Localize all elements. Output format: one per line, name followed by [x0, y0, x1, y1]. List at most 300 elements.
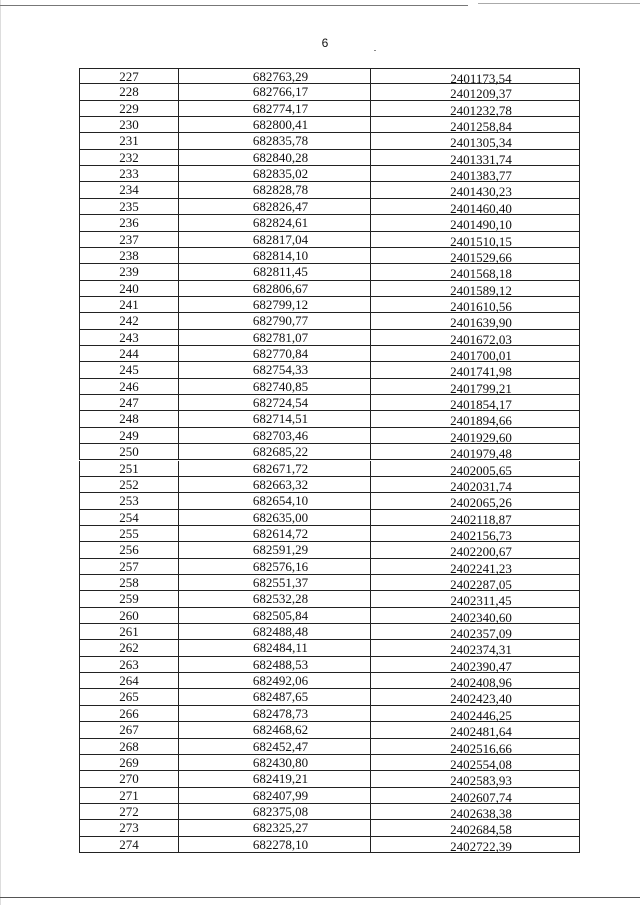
table-row: [79, 133, 580, 149]
cell-text: 255: [119, 525, 139, 541]
point-number-cell: [79, 771, 179, 787]
point-number-cell: [79, 820, 179, 836]
y-coordinate-cell: [371, 313, 580, 329]
cell-text: 682840,28: [252, 149, 309, 165]
cell-text: 236: [119, 215, 139, 231]
cell-text: 253: [119, 493, 139, 509]
cell-text: 247: [119, 395, 139, 411]
cell-text: 2402684,58: [450, 822, 512, 838]
cell-text: 682811,45: [253, 264, 308, 280]
y-coordinate-cell: [371, 297, 580, 313]
point-number-cell: [79, 689, 179, 705]
y-coordinate-cell: [371, 330, 580, 346]
y-coordinate-cell: [371, 101, 580, 117]
cell-text: 228: [119, 84, 139, 100]
cell-text: 2402722,39: [450, 838, 512, 854]
point-number-cell: [79, 510, 179, 526]
cell-text: 682325,27: [252, 820, 309, 836]
cell-text: 2402554,08: [450, 756, 512, 772]
cell-text: 682468,62: [252, 722, 309, 738]
cell-text: 258: [119, 574, 139, 590]
cell-text: 2401610,56: [450, 298, 512, 314]
table-row: [79, 722, 580, 738]
point-number-cell: [79, 559, 179, 575]
cell-text: 2402065,26: [450, 495, 512, 511]
point-number-cell: [79, 493, 179, 509]
x-coordinate-cell: [179, 575, 371, 591]
cell-text: 242: [119, 313, 139, 329]
x-coordinate-cell: [179, 477, 371, 493]
table-row: [79, 313, 580, 329]
table-row: [79, 199, 580, 215]
y-coordinate-cell: [371, 788, 580, 804]
cell-text: 682826,47: [252, 198, 309, 214]
cell-text: 682576,16: [252, 558, 309, 574]
cell-text: 682492,06: [252, 673, 309, 689]
cell-text: 2401589,12: [450, 282, 512, 298]
cell-text: 682488,53: [252, 656, 309, 672]
x-coordinate-cell: [179, 248, 371, 264]
point-number-cell: [79, 624, 179, 640]
point-number-cell: [79, 215, 179, 231]
cell-text: 682724,54: [252, 395, 309, 411]
cell-text: 682740,85: [252, 378, 309, 394]
table-row: [79, 673, 580, 689]
x-coordinate-cell: [179, 788, 371, 804]
cell-text: 250: [119, 444, 139, 460]
table-row: [79, 591, 580, 607]
cell-text: 2401331,74: [450, 151, 512, 167]
table-row: [79, 395, 580, 411]
cell-text: 264: [119, 673, 139, 689]
y-coordinate-cell: [371, 281, 580, 297]
table-row: [79, 101, 580, 117]
x-coordinate-cell: [179, 771, 371, 787]
cell-text: 2402446,25: [450, 707, 512, 723]
point-number-cell: [79, 199, 179, 215]
table-row: [79, 640, 580, 656]
cell-text: 2401854,17: [450, 397, 512, 413]
table-row: [79, 689, 580, 705]
x-coordinate-cell: [179, 608, 371, 624]
point-number-cell: [79, 837, 179, 853]
cell-text: 261: [119, 624, 139, 640]
x-coordinate-cell: [179, 526, 371, 542]
x-coordinate-cell: [179, 281, 371, 297]
table-row: [79, 232, 580, 248]
y-coordinate-cell: [371, 346, 580, 362]
cell-text: 262: [119, 640, 139, 656]
table-row: [79, 804, 580, 820]
y-coordinate-cell: [371, 624, 580, 640]
y-coordinate-cell: [371, 542, 580, 558]
top-rule: [0, 5, 468, 6]
table-row: [79, 493, 580, 509]
point-number-cell: [79, 739, 179, 755]
x-coordinate-cell: [179, 150, 371, 166]
table-row: [79, 182, 580, 198]
y-coordinate-cell: [371, 199, 580, 215]
point-number-cell: [79, 788, 179, 804]
cell-text: 2401173,54: [450, 71, 512, 86]
x-coordinate-cell: [179, 640, 371, 656]
cell-text: 682452,47: [252, 738, 309, 754]
table-row: [79, 771, 580, 787]
x-coordinate-cell: [179, 444, 371, 460]
x-coordinate-cell: [179, 330, 371, 346]
y-coordinate-cell: [371, 395, 580, 411]
y-coordinate-cell: [371, 591, 580, 607]
table-row: [79, 608, 580, 624]
table-row: [79, 461, 580, 477]
cell-text: 2401979,48: [450, 446, 512, 462]
y-coordinate-cell: [371, 166, 580, 182]
y-coordinate-cell: [371, 362, 580, 378]
cell-text: 682278,10: [252, 836, 309, 852]
y-coordinate-cell: [371, 493, 580, 509]
x-coordinate-cell: [179, 362, 371, 378]
table-row: [79, 428, 580, 444]
cell-text: 2402287,05: [450, 576, 512, 592]
x-coordinate-cell: [179, 559, 371, 575]
x-coordinate-cell: [179, 542, 371, 558]
point-number-cell: [79, 477, 179, 493]
table-row: [79, 559, 580, 575]
y-coordinate-cell: [371, 608, 580, 624]
cell-text: 263: [119, 656, 139, 672]
cell-text: 682663,32: [252, 476, 309, 492]
cell-text: 2402200,67: [450, 544, 512, 560]
cell-text: 2402374,31: [450, 642, 512, 658]
cell-text: 682488,48: [252, 624, 309, 640]
cell-text: 244: [119, 346, 139, 362]
x-coordinate-cell: [179, 689, 371, 705]
y-coordinate-cell: [371, 215, 580, 231]
y-coordinate-cell: [371, 510, 580, 526]
cell-text: 235: [119, 198, 139, 214]
cell-text: 682532,28: [252, 591, 309, 607]
cell-text: 2401305,34: [450, 135, 512, 151]
cell-text: 274: [119, 836, 139, 852]
cell-text: 682591,29: [252, 542, 309, 558]
x-coordinate-cell: [179, 624, 371, 640]
point-number-cell: [79, 722, 179, 738]
y-coordinate-cell: [371, 428, 580, 444]
y-coordinate-cell: [371, 150, 580, 166]
cell-text: 232: [119, 149, 139, 165]
y-coordinate-cell: [371, 68, 580, 84]
cell-text: 2402583,93: [450, 773, 512, 789]
point-number-cell: [79, 182, 179, 198]
point-number-cell: [79, 755, 179, 771]
y-coordinate-cell: [371, 640, 580, 656]
x-coordinate-cell: [179, 804, 371, 820]
y-coordinate-cell: [371, 559, 580, 575]
cell-text: 257: [119, 558, 139, 574]
scan-edge: [0, 0, 1, 905]
y-coordinate-cell: [371, 461, 580, 477]
cell-text: 230: [119, 117, 139, 133]
cell-text: 682824,61: [252, 215, 309, 231]
cell-text: 682806,67: [252, 280, 309, 296]
coordinates-table: [79, 68, 580, 853]
cell-text: 2401741,98: [450, 364, 512, 380]
x-coordinate-cell: [179, 232, 371, 248]
x-coordinate-cell: [179, 395, 371, 411]
table-row: [79, 837, 580, 853]
cell-text: 2402390,47: [450, 658, 512, 674]
x-coordinate-cell: [179, 591, 371, 607]
table-row: [79, 526, 580, 542]
x-coordinate-cell: [179, 739, 371, 755]
x-coordinate-cell: [179, 411, 371, 427]
cell-text: 266: [119, 705, 139, 721]
cell-text: 2401529,66: [450, 249, 512, 265]
x-coordinate-cell: [179, 84, 371, 100]
table-row: [79, 510, 580, 526]
cell-text: 243: [119, 329, 139, 345]
table-row: [79, 755, 580, 771]
cell-text: 2401568,18: [450, 266, 512, 282]
cell-text: 2401799,21: [450, 380, 512, 396]
point-number-cell: [79, 411, 179, 427]
cell-text: 682484,11: [253, 640, 308, 656]
table-row: [79, 575, 580, 591]
table-row: [79, 411, 580, 427]
cell-text: 682770,84: [252, 346, 309, 362]
table-row: [79, 788, 580, 804]
cell-text: 682800,41: [252, 117, 309, 133]
cell-text: 2402156,73: [450, 527, 512, 543]
cell-text: 2402607,74: [450, 789, 512, 805]
y-coordinate-cell: [371, 689, 580, 705]
cell-text: 2402423,40: [450, 691, 512, 707]
x-coordinate-cell: [179, 706, 371, 722]
cell-text: 682487,65: [252, 689, 309, 705]
y-coordinate-cell: [371, 444, 580, 460]
point-number-cell: [79, 461, 179, 477]
point-number-cell: [79, 591, 179, 607]
cell-text: 260: [119, 607, 139, 623]
x-coordinate-cell: [179, 428, 371, 444]
y-coordinate-cell: [371, 411, 580, 427]
y-coordinate-cell: [371, 264, 580, 280]
table-row: [79, 444, 580, 460]
table-row: [79, 706, 580, 722]
y-coordinate-cell: [371, 739, 580, 755]
x-coordinate-cell: [179, 493, 371, 509]
y-coordinate-cell: [371, 133, 580, 149]
y-coordinate-cell: [371, 673, 580, 689]
cell-text: 229: [119, 100, 139, 116]
table-row: [79, 739, 580, 755]
point-number-cell: [79, 640, 179, 656]
cell-text: 2401510,15: [450, 233, 512, 249]
table-row: [79, 297, 580, 313]
scan-speck: [374, 50, 376, 51]
table-row: [79, 362, 580, 378]
x-coordinate-cell: [179, 117, 371, 133]
point-number-cell: [79, 150, 179, 166]
x-coordinate-cell: [179, 199, 371, 215]
cell-text: 2401929,60: [450, 429, 512, 445]
x-coordinate-cell: [179, 346, 371, 362]
y-coordinate-cell: [371, 804, 580, 820]
x-coordinate-cell: [179, 166, 371, 182]
y-coordinate-cell: [371, 232, 580, 248]
cell-text: 2401490,10: [450, 217, 512, 233]
table-row: [79, 215, 580, 231]
table-row: [79, 379, 580, 395]
x-coordinate-cell: [179, 722, 371, 738]
point-number-cell: [79, 101, 179, 117]
point-number-cell: [79, 804, 179, 820]
x-coordinate-cell: [179, 461, 371, 477]
x-coordinate-cell: [179, 68, 371, 84]
point-number-cell: [79, 379, 179, 395]
cell-text: 682685,22: [252, 444, 309, 460]
cell-text: 249: [119, 427, 139, 443]
point-number-cell: [79, 297, 179, 313]
table-row: [79, 820, 580, 836]
cell-text: 2402408,96: [450, 675, 512, 691]
point-number-cell: [79, 428, 179, 444]
point-number-cell: [79, 526, 179, 542]
x-coordinate-cell: [179, 673, 371, 689]
cell-text: 682430,80: [252, 754, 309, 770]
x-coordinate-cell: [179, 820, 371, 836]
x-coordinate-cell: [179, 313, 371, 329]
x-coordinate-cell: [179, 215, 371, 231]
point-number-cell: [79, 248, 179, 264]
cell-text: 2401639,90: [450, 315, 512, 331]
y-coordinate-cell: [371, 248, 580, 264]
cell-text: 682781,07: [252, 329, 309, 345]
cell-text: 682799,12: [252, 296, 309, 312]
point-number-cell: [79, 232, 179, 248]
point-number-cell: [79, 444, 179, 460]
cell-text: 2401209,37: [450, 86, 512, 102]
table-row: [79, 117, 580, 133]
cell-text: 252: [119, 476, 139, 492]
point-number-cell: [79, 84, 179, 100]
cell-text: 227: [119, 69, 139, 84]
y-coordinate-cell: [371, 575, 580, 591]
x-coordinate-cell: [179, 837, 371, 853]
cell-text: 682766,17: [252, 84, 309, 100]
cell-text: 682654,10: [252, 493, 309, 509]
table-row: [79, 248, 580, 264]
y-coordinate-cell: [371, 477, 580, 493]
cell-text: 2402118,87: [450, 511, 512, 527]
table-row: [79, 68, 580, 84]
cell-text: 2401232,78: [450, 102, 512, 118]
y-coordinate-cell: [371, 379, 580, 395]
table-row: [79, 330, 580, 346]
cell-text: 267: [119, 722, 139, 738]
cell-text: 682835,02: [252, 166, 309, 182]
cell-text: 682505,84: [252, 607, 309, 623]
cell-text: 270: [119, 771, 139, 787]
table-row: [79, 346, 580, 362]
table-row: [79, 624, 580, 640]
point-number-cell: [79, 346, 179, 362]
cell-text: 682635,00: [252, 509, 309, 525]
table-row: [79, 477, 580, 493]
point-number-cell: [79, 281, 179, 297]
point-number-cell: [79, 706, 179, 722]
y-coordinate-cell: [371, 722, 580, 738]
page-number: 6: [321, 36, 329, 50]
y-coordinate-cell: [371, 657, 580, 673]
cell-text: 2402241,23: [450, 560, 512, 576]
x-coordinate-cell: [179, 264, 371, 280]
cell-text: 682790,77: [252, 313, 309, 329]
cell-text: 2401460,40: [450, 200, 512, 216]
y-coordinate-cell: [371, 117, 580, 133]
bottom-rule: [0, 897, 640, 898]
cell-text: 682551,37: [252, 574, 309, 590]
x-coordinate-cell: [179, 182, 371, 198]
x-coordinate-cell: [179, 755, 371, 771]
cell-text: 2401430,23: [450, 184, 512, 200]
cell-text: 682703,46: [252, 427, 309, 443]
y-coordinate-cell: [371, 84, 580, 100]
cell-text: 2402311,45: [450, 593, 512, 609]
x-coordinate-cell: [179, 101, 371, 117]
cell-text: 682614,72: [252, 525, 309, 541]
x-coordinate-cell: [179, 133, 371, 149]
table-row: [79, 264, 580, 280]
cell-text: 2402005,65: [450, 462, 512, 478]
point-number-cell: [79, 313, 179, 329]
cell-text: 254: [119, 509, 139, 525]
x-coordinate-cell: [179, 297, 371, 313]
point-number-cell: [79, 657, 179, 673]
cell-text: 234: [119, 182, 139, 198]
cell-text: 2402340,60: [450, 609, 512, 625]
point-number-cell: [79, 264, 179, 280]
cell-text: 256: [119, 542, 139, 558]
cell-text: 272: [119, 803, 139, 819]
cell-text: 269: [119, 754, 139, 770]
cell-text: 2401672,03: [450, 331, 512, 347]
x-coordinate-cell: [179, 510, 371, 526]
top-rule-right: [478, 3, 640, 4]
table-row: [79, 150, 580, 166]
cell-text: 233: [119, 166, 139, 182]
cell-text: 241: [119, 296, 139, 312]
point-number-cell: [79, 608, 179, 624]
cell-text: 682375,08: [252, 803, 309, 819]
x-coordinate-cell: [179, 379, 371, 395]
cell-text: 259: [119, 591, 139, 607]
cell-text: 682835,78: [252, 133, 309, 149]
cell-text: 682478,73: [252, 705, 309, 721]
cell-text: 682671,72: [252, 460, 309, 476]
table-row: [79, 281, 580, 297]
cell-text: 268: [119, 738, 139, 754]
cell-text: 682814,10: [252, 247, 309, 263]
cell-text: 265: [119, 689, 139, 705]
cell-text: 245: [119, 362, 139, 378]
cell-text: 2402516,66: [450, 740, 512, 756]
cell-text: 682754,33: [252, 362, 309, 378]
cell-text: 2401700,01: [450, 348, 512, 364]
point-number-cell: [79, 395, 179, 411]
table-row: [79, 657, 580, 673]
cell-text: 682828,78: [252, 182, 309, 198]
